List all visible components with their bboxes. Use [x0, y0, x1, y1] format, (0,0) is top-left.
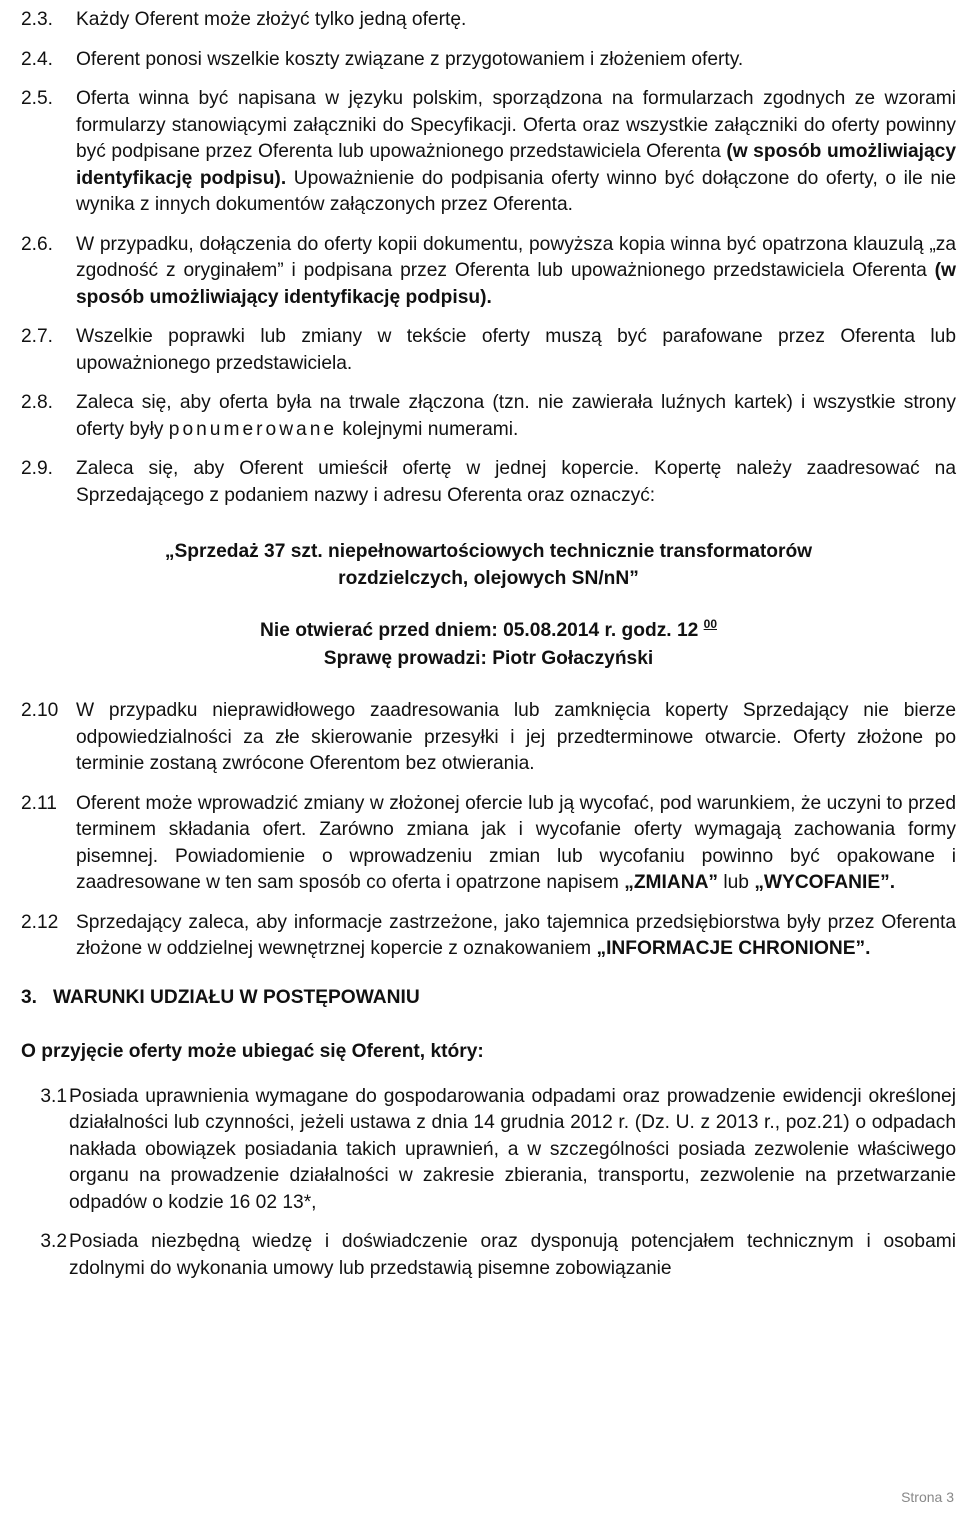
- text-run: Oferent może wprowadzić zmiany w złożonej ofercie lub ją wycofać, pod warunkiem, że uczyni to przed terminem składania ofert. Zarówno zmiana jak i wycofanie oferty wymagają zachowania formy pisemnej. Powiadomienie o wprowadzeniu zmian lub wycofaniu powinno być opakowane i zaadresowane w ten sam sposób co oferta i opatrzone napisem: [76, 792, 956, 893]
- text-run: lub: [723, 872, 749, 893]
- text-run-bold: „WYCOFANIE”.: [754, 872, 896, 893]
- section-title: WARUNKI UDZIAŁU W POSTĘPOWANIU: [53, 986, 420, 1008]
- section-2-4: [21, 47, 956, 74]
- section-number: 2.9.: [21, 458, 54, 479]
- section-number: 2.3.: [21, 9, 54, 30]
- section-text: [76, 232, 956, 312]
- section-3-2: [21, 1229, 956, 1282]
- section-text: Posiada niezbędną wiedzę i doświadczenie oraz dysponują potencjałem technicznym i osobami zdolnymi do wykonania umowy lub przedstawią pisemne zobowiązanie: [69, 1231, 956, 1279]
- section-2-10: [21, 698, 956, 778]
- text-run-bold: (w sposób umożliwiający identyfikację podpisu).: [76, 260, 956, 308]
- section-2-9: [21, 456, 956, 509]
- section-text: [76, 791, 956, 897]
- text-run-spaced: ponumerowane: [168, 418, 338, 440]
- section-number: 2.6.: [21, 233, 54, 255]
- case-handler: Sprawę prowadzi: Piotr Gołaczyński: [323, 647, 654, 669]
- section-2-5: [21, 86, 956, 219]
- section-text: [76, 910, 956, 963]
- text-run-bold: „INFORMACJE CHRONIONE”.: [596, 938, 871, 959]
- section-number: 3.2: [40, 1231, 67, 1252]
- text-run: Zaleca się, aby oferta była na trwale złączona (tzn. nie zawierała luźnych kartek) i wszystkie strony oferty były: [76, 392, 956, 440]
- section-text: [76, 390, 956, 443]
- section-2-3: [21, 7, 956, 34]
- section-2-6: [21, 232, 956, 312]
- text-run-bold: (w sposób umożliwiający identyfikację podpisu).: [76, 141, 956, 189]
- section-number: 2.4.: [21, 48, 54, 70]
- text-run: Upoważnienie do podpisania oferty winno być dołączone do oferty, o ile nie wynika z innych dokumentów załączonych przez Oferenta.: [76, 167, 956, 215]
- envelope-line: „Sprzedaż 37 szt. niepełnowartościowych technicznie transformatorów: [164, 541, 813, 562]
- text-run-bold: „ZMIANA”: [624, 872, 719, 893]
- time-superscript: 00: [703, 617, 717, 631]
- section-number: 3.: [21, 986, 38, 1008]
- section-number: 2.8.: [21, 392, 54, 413]
- section-text: Każdy Oferent może złożyć tylko jedną ofertę.: [76, 9, 467, 30]
- text-run: kolejnymi numerami.: [342, 418, 519, 440]
- section-number: 2.10: [21, 700, 59, 721]
- document-content: [21, 0, 956, 1282]
- opening-date: [21, 618, 956, 646]
- section-text: [76, 86, 956, 219]
- section-text: Wszelkie poprawki lub zmiany w tekście oferty muszą być parafowane przez Oferenta lub upoważnionego przedstawiciela.: [76, 326, 956, 374]
- page-footer: Strona 3: [901, 1489, 954, 1505]
- section-text: W przypadku nieprawidłowego zaadresowania lub zamknięcia koperty Sprzedający nie bierze odpowiedzialności za złe skierowanie przesyłki i jej przedterminowe otwarcie. Oferty złożone po terminie zostaną zwrócone Oferentom bez otwierania.: [76, 700, 956, 774]
- section-text: Posiada uprawnienia wymagane do gospodarowania odpadami oraz prowadzenie ewidencji określonej działalności lub czynności, jeżeli ustawa z dnia 14 grudnia 2012 r. (Dz. U. z 2013 r., poz.21) o odpadach nakłada obowiązek posiadania takich uprawnień, a w szczególności posiada zezwolenie właściwego organu na prowadzenie działalności w zakresie zbierania, transportu, zezwolenie na przetwarzanie odpadów o kodzie 16 02 13*,: [69, 1085, 956, 1213]
- envelope-line: rozdzielczych, olejowych SN/nN”: [338, 567, 639, 589]
- section-number: 3.1: [40, 1085, 67, 1107]
- section-2-7: [21, 324, 956, 377]
- section-number: 2.7.: [21, 326, 54, 347]
- section-3-heading: [21, 985, 956, 1012]
- text-run: W przypadku, dołączenia do oferty kopii dokumentu, powyższa kopia winna być opatrzona klauzulą „za zgodność z oryginałem” i podpisana przez Oferenta lub upoważnionego przedstawiciela Oferenta: [76, 233, 956, 281]
- text-run: Oferta winna być napisana w języku polskim, sporządzona na formularzach zgodnych ze wzorami formularzy stanowiącymi załączniki do Specyfikacji. Oferta oraz wszystkie załączniki do oferty powinny być podpisane przez Oferenta lub upoważnionego przedstawiciela Oferenta: [76, 88, 956, 162]
- section-2-8: [21, 390, 956, 443]
- section-3-1: [21, 1084, 956, 1217]
- section-2-12: [21, 910, 956, 963]
- section-number: 2.5.: [21, 88, 54, 109]
- section-2-11: [21, 791, 956, 897]
- text-run: Sprzedający zaleca, aby informacje zastrzeżone, jako tajemnica przedsiębiorstwa były przez Oferenta złożone w oddzielnej wewnętrznej kopercie z oznakowaniem: [76, 911, 956, 959]
- subheading: O przyjęcie oferty może ubiegać się Oferent, który:: [21, 1041, 484, 1062]
- section-text: Zaleca się, aby Oferent umieścił ofertę w jednej kopercie. Kopertę należy zaadresować na Sprzedającego z podaniem nazwy i adresu Oferenta oraz oznaczyć:: [76, 458, 956, 506]
- section-number: 2.11: [21, 792, 57, 814]
- section-number: 2.12: [21, 911, 59, 933]
- text-run: Nie otwierać przed dniem: 05.08.2014 r. godz. 12: [260, 620, 699, 641]
- envelope-label: [21, 539, 956, 672]
- section-text: Oferent ponosi wszelkie koszty związane z przygotowaniem i złożeniem oferty.: [76, 48, 744, 70]
